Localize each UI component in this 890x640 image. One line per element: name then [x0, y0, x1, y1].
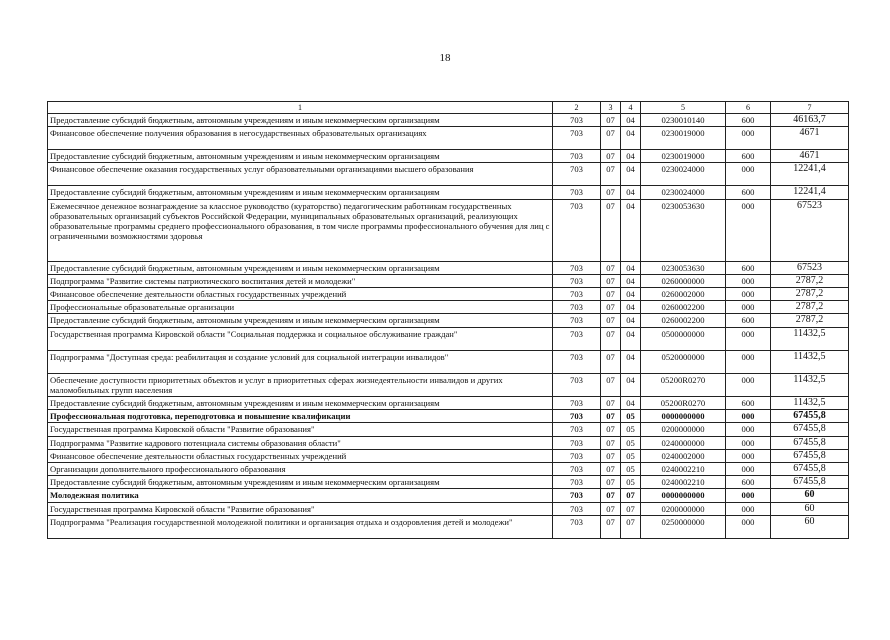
- subsection-code-cell: 05: [621, 436, 641, 449]
- subsection-code-cell: 04: [621, 397, 641, 410]
- amount-cell: 11432,5: [771, 397, 849, 410]
- table-row: [48, 199, 849, 261]
- target-article-cell: 0260002200: [641, 314, 726, 327]
- row-name-cell: Подпрограмма "Развитие кадрового потенциала системы образования области": [48, 436, 553, 449]
- header-cell: 2: [553, 102, 601, 114]
- subsection-code-cell: 07: [621, 515, 641, 538]
- budget-table: [47, 101, 849, 539]
- target-article-cell: 0520000000: [641, 350, 726, 373]
- expense-type-cell: 000: [726, 410, 771, 423]
- section-code-cell: 703: [553, 423, 601, 436]
- subsection-code-cell: 07: [601, 410, 621, 423]
- section-code-cell: 703: [553, 314, 601, 327]
- table-row: [48, 436, 849, 449]
- amount-cell: 2787,2: [771, 288, 849, 301]
- expense-type-cell: 000: [726, 350, 771, 373]
- section-code-cell: 703: [553, 476, 601, 489]
- table-row: [48, 186, 849, 199]
- row-name-cell: Подпрограмма "Реализация государственной молодежной политики и организация отдыха и оздоровления детей и молодежи": [48, 515, 553, 538]
- subsection-code-cell: 07: [601, 114, 621, 127]
- expense-type-cell: 000: [726, 199, 771, 261]
- target-article-cell: 0260002200: [641, 301, 726, 314]
- subsection-code-cell: 04: [621, 261, 641, 274]
- header-cell: 3: [601, 102, 621, 114]
- target-article-cell: 0200000000: [641, 423, 726, 436]
- expense-type-cell: 000: [726, 449, 771, 462]
- subsection-code-cell: 07: [601, 163, 621, 186]
- row-name-cell: Финансовое обеспечение деятельности областных государственных учреждений: [48, 449, 553, 462]
- amount-cell: 67523: [771, 199, 849, 261]
- table-row: [48, 114, 849, 127]
- subsection-code-cell: 04: [621, 114, 641, 127]
- subsection-code-cell: 07: [601, 502, 621, 515]
- subsection-code-cell: 07: [601, 150, 621, 163]
- expense-type-cell: 000: [726, 502, 771, 515]
- row-name-cell: Государственная программа Кировской области "Социальная поддержка и социальное обслуживание граждан": [48, 327, 553, 350]
- table-row: [48, 502, 849, 515]
- row-name-cell: Государственная программа Кировской области "Развитие образования": [48, 423, 553, 436]
- row-name-cell: Профессиональная подготовка, переподготовка и повышение квалификации: [48, 410, 553, 423]
- section-code-cell: 703: [553, 114, 601, 127]
- subsection-code-cell: 07: [601, 463, 621, 476]
- amount-cell: 67455,8: [771, 463, 849, 476]
- target-article-cell: 0200000000: [641, 502, 726, 515]
- row-name-cell: Профессиональные образовательные организации: [48, 301, 553, 314]
- subsection-code-cell: 07: [601, 436, 621, 449]
- subsection-code-cell: 07: [601, 301, 621, 314]
- table-row: [48, 489, 849, 502]
- amount-cell: 67455,8: [771, 410, 849, 423]
- amount-cell: 67455,8: [771, 449, 849, 462]
- row-name-cell: Финансовое обеспечение деятельности областных государственных учреждений: [48, 288, 553, 301]
- table-row: [48, 327, 849, 350]
- subsection-code-cell: 07: [621, 502, 641, 515]
- target-article-cell: 0230024000: [641, 163, 726, 186]
- target-article-cell: 0260002000: [641, 288, 726, 301]
- row-name-cell: Молодежная политика: [48, 489, 553, 502]
- amount-cell: 60: [771, 489, 849, 502]
- target-article-cell: 0230053630: [641, 261, 726, 274]
- row-name-cell: Предоставление субсидий бюджетным, автономным учреждениям и иным некоммерческим организациям: [48, 397, 553, 410]
- row-name-cell: Предоставление субсидий бюджетным, автономным учреждениям и иным некоммерческим организациям: [48, 150, 553, 163]
- target-article-cell: 0500000000: [641, 327, 726, 350]
- section-code-cell: 703: [553, 350, 601, 373]
- target-article-cell: 05200R0270: [641, 373, 726, 396]
- subsection-code-cell: 07: [601, 314, 621, 327]
- table-row: [48, 163, 849, 186]
- table-row: [48, 423, 849, 436]
- row-name-cell: Подпрограмма "Доступная среда: реабилитация и создание условий для социальной интеграции инвалидов": [48, 350, 553, 373]
- table-row: [48, 288, 849, 301]
- subsection-code-cell: 04: [621, 163, 641, 186]
- section-code-cell: 703: [553, 373, 601, 396]
- header-cell: 6: [726, 102, 771, 114]
- table-row: [48, 127, 849, 150]
- subsection-code-cell: 04: [621, 373, 641, 396]
- row-name-cell: Обеспечение доступности приоритетных объектов и услуг в приоритетных сферах жизнедеятельности инвалидов и других маломобильных групп населения: [48, 373, 553, 396]
- subsection-code-cell: 07: [601, 186, 621, 199]
- section-code-cell: 703: [553, 150, 601, 163]
- table-header-row: [48, 102, 849, 114]
- target-article-cell: 0230024000: [641, 186, 726, 199]
- subsection-code-cell: 07: [601, 261, 621, 274]
- table-row: [48, 449, 849, 462]
- subsection-code-cell: 04: [621, 350, 641, 373]
- target-article-cell: 0230010140: [641, 114, 726, 127]
- subsection-code-cell: 05: [621, 410, 641, 423]
- expense-type-cell: 600: [726, 314, 771, 327]
- table-row: [48, 261, 849, 274]
- expense-type-cell: 600: [726, 186, 771, 199]
- section-code-cell: 703: [553, 274, 601, 287]
- target-article-cell: 0260000000: [641, 274, 726, 287]
- table-row: [48, 150, 849, 163]
- subsection-code-cell: 07: [601, 274, 621, 287]
- row-name-cell: Ежемесячное денежное вознаграждение за классное руководство (кураторство) педагогическим работникам государственных образовательных организаций субъектов Российской Федерации, муниципальных образовательных организаций, реализующих образовательные программы среднего профессионального образования, в том числе программы профессионального обучения для лиц с ограниченными возможностями здоровья: [48, 199, 553, 261]
- expense-type-cell: 600: [726, 397, 771, 410]
- section-code-cell: 703: [553, 397, 601, 410]
- section-code-cell: 703: [553, 186, 601, 199]
- expense-type-cell: 000: [726, 301, 771, 314]
- expense-type-cell: 000: [726, 327, 771, 350]
- subsection-code-cell: 07: [601, 423, 621, 436]
- row-name-cell: Предоставление субсидий бюджетным, автономным учреждениям и иным некоммерческим организациям: [48, 186, 553, 199]
- table-row: [48, 463, 849, 476]
- section-code-cell: 703: [553, 288, 601, 301]
- subsection-code-cell: 05: [621, 463, 641, 476]
- row-name-cell: Финансовое обеспечение оказания государственных услуг образовательными организациями высшего образования: [48, 163, 553, 186]
- table-row: [48, 373, 849, 396]
- subsection-code-cell: 04: [621, 301, 641, 314]
- table-row: [48, 397, 849, 410]
- row-name-cell: Предоставление субсидий бюджетным, автономным учреждениям и иным некоммерческим организациям: [48, 261, 553, 274]
- subsection-code-cell: 05: [621, 476, 641, 489]
- target-article-cell: 0230019000: [641, 150, 726, 163]
- expense-type-cell: 600: [726, 476, 771, 489]
- amount-cell: 11432,5: [771, 350, 849, 373]
- expense-type-cell: 000: [726, 163, 771, 186]
- section-code-cell: 703: [553, 261, 601, 274]
- row-name-cell: Подпрограмма "Развитие системы патриотического воспитания детей и молодежи": [48, 274, 553, 287]
- amount-cell: 2787,2: [771, 301, 849, 314]
- target-article-cell: 0000000000: [641, 410, 726, 423]
- table-row: [48, 350, 849, 373]
- subsection-code-cell: 04: [621, 150, 641, 163]
- target-article-cell: 0240002210: [641, 463, 726, 476]
- row-name-cell: Предоставление субсидий бюджетным, автономным учреждениям и иным некоммерческим организациям: [48, 476, 553, 489]
- table-row: [48, 314, 849, 327]
- table-row: [48, 301, 849, 314]
- expense-type-cell: 000: [726, 288, 771, 301]
- target-article-cell: 0240000000: [641, 436, 726, 449]
- section-code-cell: 703: [553, 463, 601, 476]
- subsection-code-cell: 04: [621, 327, 641, 350]
- table-row: [48, 515, 849, 538]
- subsection-code-cell: 04: [621, 288, 641, 301]
- subsection-code-cell: 04: [621, 314, 641, 327]
- amount-cell: 2787,2: [771, 274, 849, 287]
- expense-type-cell: 000: [726, 489, 771, 502]
- section-code-cell: 703: [553, 199, 601, 261]
- expense-type-cell: 600: [726, 261, 771, 274]
- subsection-code-cell: 04: [621, 199, 641, 261]
- subsection-code-cell: 07: [601, 515, 621, 538]
- amount-cell: 67455,8: [771, 436, 849, 449]
- amount-cell: 11432,5: [771, 373, 849, 396]
- target-article-cell: 0240002210: [641, 476, 726, 489]
- expense-type-cell: 000: [726, 463, 771, 476]
- subsection-code-cell: 07: [601, 397, 621, 410]
- section-code-cell: 703: [553, 436, 601, 449]
- subsection-code-cell: 04: [621, 186, 641, 199]
- table-row: [48, 476, 849, 489]
- section-code-cell: 703: [553, 327, 601, 350]
- subsection-code-cell: 07: [601, 373, 621, 396]
- header-cell: 7: [771, 102, 849, 114]
- amount-cell: 11432,5: [771, 327, 849, 350]
- subsection-code-cell: 05: [621, 449, 641, 462]
- subsection-code-cell: 05: [621, 423, 641, 436]
- row-name-cell: Финансовое обеспечение получения образования в негосударственных образовательных организациях: [48, 127, 553, 150]
- expense-type-cell: 000: [726, 436, 771, 449]
- amount-cell: 67455,8: [771, 476, 849, 489]
- amount-cell: 4671: [771, 127, 849, 150]
- amount-cell: 60: [771, 515, 849, 538]
- subsection-code-cell: 04: [621, 274, 641, 287]
- section-code-cell: 703: [553, 515, 601, 538]
- expense-type-cell: 000: [726, 274, 771, 287]
- header-cell: 5: [641, 102, 726, 114]
- expense-type-cell: 000: [726, 373, 771, 396]
- amount-cell: 12241,4: [771, 186, 849, 199]
- header-cell: 1: [48, 102, 553, 114]
- row-name-cell: Предоставление субсидий бюджетным, автономным учреждениям и иным некоммерческим организациям: [48, 114, 553, 127]
- expense-type-cell: 600: [726, 150, 771, 163]
- header-cell: 4: [621, 102, 641, 114]
- amount-cell: 4671: [771, 150, 849, 163]
- subsection-code-cell: 04: [621, 127, 641, 150]
- amount-cell: 67455,8: [771, 423, 849, 436]
- subsection-code-cell: 07: [601, 127, 621, 150]
- target-article-cell: 05200R0270: [641, 397, 726, 410]
- subsection-code-cell: 07: [601, 288, 621, 301]
- amount-cell: 46163,7: [771, 114, 849, 127]
- row-name-cell: Предоставление субсидий бюджетным, автономным учреждениям и иным некоммерческим организациям: [48, 314, 553, 327]
- expense-type-cell: 600: [726, 114, 771, 127]
- target-article-cell: 0230019000: [641, 127, 726, 150]
- section-code-cell: 703: [553, 301, 601, 314]
- amount-cell: 12241,4: [771, 163, 849, 186]
- amount-cell: 60: [771, 502, 849, 515]
- section-code-cell: 703: [553, 410, 601, 423]
- subsection-code-cell: 07: [601, 350, 621, 373]
- subsection-code-cell: 07: [601, 449, 621, 462]
- section-code-cell: 703: [553, 502, 601, 515]
- section-code-cell: 703: [553, 163, 601, 186]
- target-article-cell: 0000000000: [641, 489, 726, 502]
- amount-cell: 67523: [771, 261, 849, 274]
- row-name-cell: Организации дополнительного профессионального образования: [48, 463, 553, 476]
- section-code-cell: 703: [553, 489, 601, 502]
- expense-type-cell: 000: [726, 127, 771, 150]
- table-row: [48, 274, 849, 287]
- target-article-cell: 0230053630: [641, 199, 726, 261]
- row-name-cell: Государственная программа Кировской области "Развитие образования": [48, 502, 553, 515]
- amount-cell: 2787,2: [771, 314, 849, 327]
- page-number: 18: [439, 52, 451, 64]
- subsection-code-cell: 07: [621, 489, 641, 502]
- expense-type-cell: 000: [726, 515, 771, 538]
- subsection-code-cell: 07: [601, 199, 621, 261]
- subsection-code-cell: 07: [601, 327, 621, 350]
- section-code-cell: 703: [553, 449, 601, 462]
- target-article-cell: 0240002000: [641, 449, 726, 462]
- expense-type-cell: 000: [726, 423, 771, 436]
- target-article-cell: 0250000000: [641, 515, 726, 538]
- subsection-code-cell: 07: [601, 489, 621, 502]
- section-code-cell: 703: [553, 127, 601, 150]
- table-row: [48, 410, 849, 423]
- subsection-code-cell: 07: [601, 476, 621, 489]
